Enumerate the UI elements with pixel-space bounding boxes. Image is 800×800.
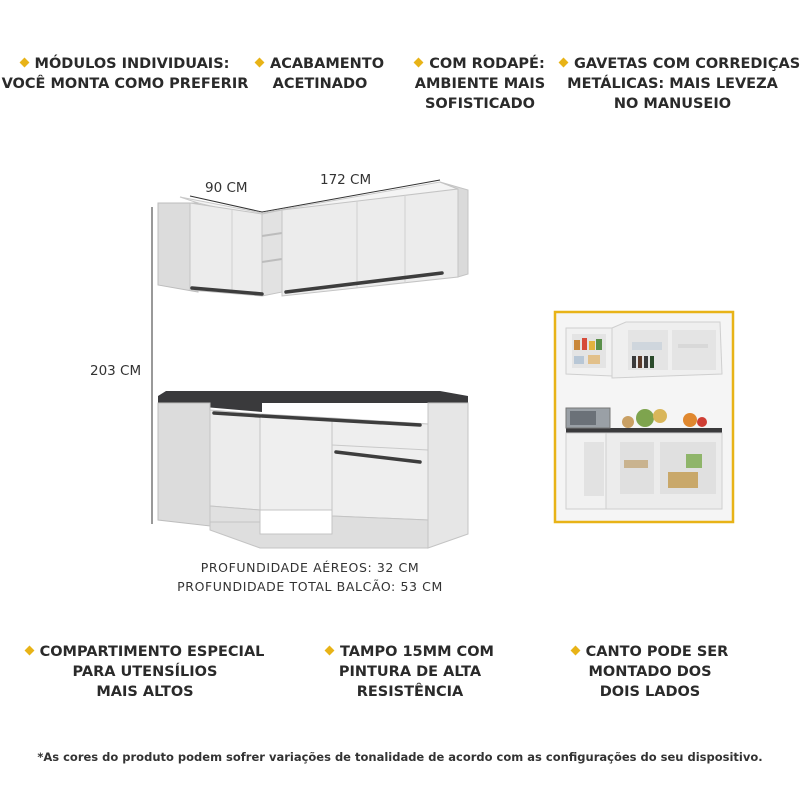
bullet-diamond-icon [325,645,335,655]
feature-gavetas: GAVETAS COM CORREDIÇAS METÁLICAS: MAIS LEVEZA NO MANUSEIO [560,54,785,114]
upper-left-door [190,203,262,296]
base-cabinets [158,391,468,548]
feature-tampo: TAMPO 15MM COM PINTURA DE ALTA RESISTÊNCIA [320,642,500,702]
bullet-diamond-icon [570,645,580,655]
upper-open-shelf [262,210,282,296]
color-disclaimer-footnote: *As cores do produto podem sofrer variações de tonalidade de acordo com as configurações do seu dispositivo. [37,750,763,764]
depth-upper-text: PROFUNDIDADE AÉREOS: 32 CM [200,560,420,575]
dimension-label-203: 203 CM [90,363,142,379]
bullet-diamond-icon [24,645,34,655]
feature-acabamento: ACABAMENTO ACETINADO [250,54,390,94]
base-drawer-module [332,418,428,520]
feature-compartimento: COMPARTIMENTO ESPECIAL PARA UTENSÍLIOS MAIS ALTOS [20,642,270,702]
feature-canto: CANTO PODE SER MONTADO DOS DOIS LADOS [570,642,730,702]
feature-modulos: MÓDULOS INDIVIDUAIS: VOCÊ MONTA COMO PREFERIR [1,56,249,92]
base-left-door [210,410,260,510]
dimension-label-90: 90 CM [205,180,248,196]
depth-base-text: PROFUNDIDADE TOTAL BALCÃO: 53 CM [177,579,443,594]
dimension-label-172: 172 CM [320,172,372,188]
base-middle-door [260,414,332,510]
feature-rodape: COM RODAPÉ: AMBIENTE MAIS SOFISTICADO [414,56,546,112]
kitchen-photo-thumbnail [555,312,733,522]
